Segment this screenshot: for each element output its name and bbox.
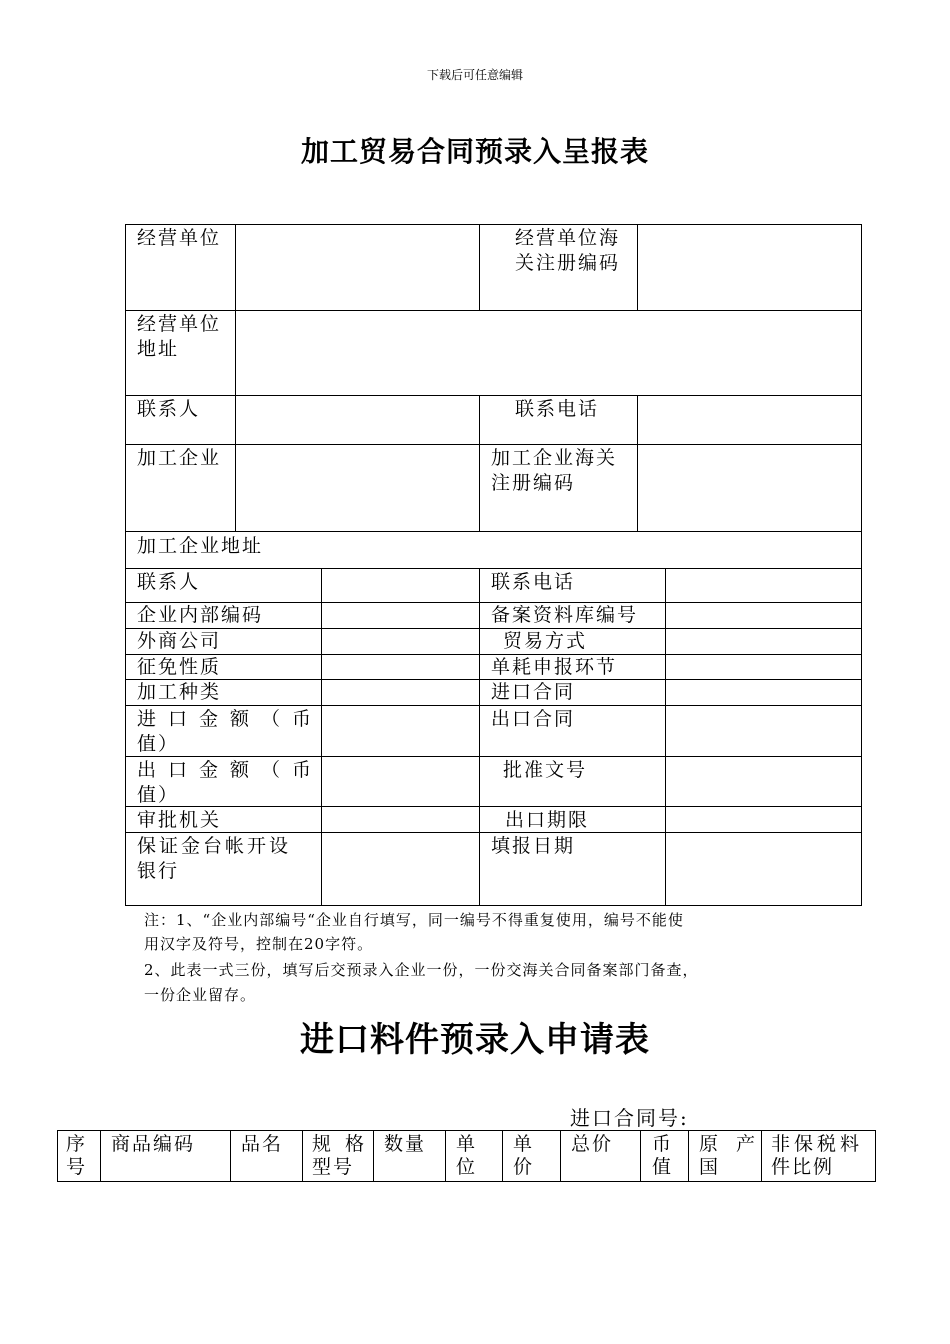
- th-origin-country-2: 国: [699, 1156, 721, 1178]
- label-operating-unit-customs-code-1: 经营单位海: [515, 227, 621, 249]
- label-deposit-bank-1: 保证金台帐开设: [137, 835, 292, 857]
- label-approval-doc-no: 批准文号: [503, 759, 588, 781]
- th-origin-country-1: 原 产: [699, 1133, 762, 1155]
- note-line-2: 用汉字及符号，控制在20字符。: [144, 935, 374, 953]
- th-unit-price-1: 单: [513, 1133, 535, 1155]
- th-currency-2: 值: [652, 1156, 674, 1178]
- page-title: 加工贸易合同预录入呈报表: [300, 135, 649, 168]
- th-spec-model-1: 规 格: [312, 1133, 369, 1155]
- th-product-name: 品名: [241, 1133, 284, 1155]
- label-record-db-no: 备案资料库编号: [491, 604, 639, 626]
- header-note: 下载后可任意编辑: [426, 68, 523, 82]
- label-contact-phone-2: 联系电话: [491, 571, 576, 593]
- label-export-amount-2: 值）: [137, 784, 180, 806]
- label-fill-date: 填报日期: [491, 835, 576, 857]
- label-operating-unit-address-2: 地址: [137, 338, 180, 360]
- th-non-bonded-ratio-2: 件比例: [771, 1156, 835, 1178]
- label-operating-unit-customs-code-2: 关注册编码: [515, 252, 621, 274]
- label-tax-exemption-nature: 征免性质: [137, 656, 222, 678]
- label-export-deadline: 出口期限: [505, 809, 590, 831]
- th-serial-1: 序: [66, 1133, 88, 1155]
- label-contact-person-2: 联系人: [137, 571, 201, 593]
- label-processing-enterprise-address: 加工企业地址: [137, 535, 264, 557]
- label-processing-enterprise-customs-code-1: 加工企业海关: [491, 447, 618, 469]
- note-line-1: 注：1、“企业内部编号“企业自行填写，同一编号不得重复使用，编号不能使: [144, 911, 684, 929]
- th-quantity: 数量: [384, 1133, 427, 1155]
- th-total-price: 总价: [571, 1133, 614, 1155]
- label-trade-mode: 贸易方式: [503, 630, 588, 652]
- label-internal-code: 企业内部编码: [137, 604, 264, 626]
- label-operating-unit-address-1: 经营单位: [137, 313, 222, 335]
- label-processing-enterprise-customs-code-2: 注册编码: [491, 472, 576, 494]
- th-currency-1: 币: [652, 1133, 674, 1155]
- th-non-bonded-ratio-1: 非保税料: [771, 1133, 864, 1155]
- label-operating-unit: 经营单位: [137, 227, 222, 249]
- second-title: 进口料件预录入申请表: [300, 1020, 650, 1060]
- label-export-contract: 出口合同: [491, 708, 576, 730]
- label-import-contract: 进口合同: [491, 681, 576, 703]
- note-line-4: 一份企业留存。: [144, 986, 257, 1004]
- th-unit-1: 单: [456, 1133, 478, 1155]
- label-foreign-company: 外商公司: [137, 630, 222, 652]
- th-unit-2: 位: [456, 1156, 478, 1178]
- label-import-amount-1: 进口金额（币: [137, 708, 324, 730]
- label-consumption-declaration-stage: 单耗申报环节: [491, 656, 618, 678]
- import-contract-no-label: 进口合同号:: [570, 1106, 689, 1130]
- label-deposit-bank-2: 银行: [137, 860, 180, 882]
- label-contact-phone-1: 联系电话: [515, 398, 600, 420]
- th-unit-price-2: 价: [513, 1156, 535, 1178]
- label-processing-enterprise: 加工企业: [137, 447, 222, 469]
- th-serial-2: 号: [66, 1156, 88, 1178]
- note-line-3: 2、此表一式三份，填写后交预录入企业一份，一份交海关合同备案部门备查，: [144, 961, 699, 979]
- label-contact-person-1: 联系人: [137, 398, 201, 420]
- th-spec-model-2: 型号: [312, 1156, 355, 1178]
- th-commodity-code: 商品编码: [111, 1133, 196, 1155]
- label-import-amount-2: 值）: [137, 733, 180, 755]
- label-export-amount-1: 出口金额（币: [137, 759, 324, 781]
- label-approval-authority: 审批机关: [137, 809, 222, 831]
- label-processing-type: 加工种类: [137, 681, 222, 703]
